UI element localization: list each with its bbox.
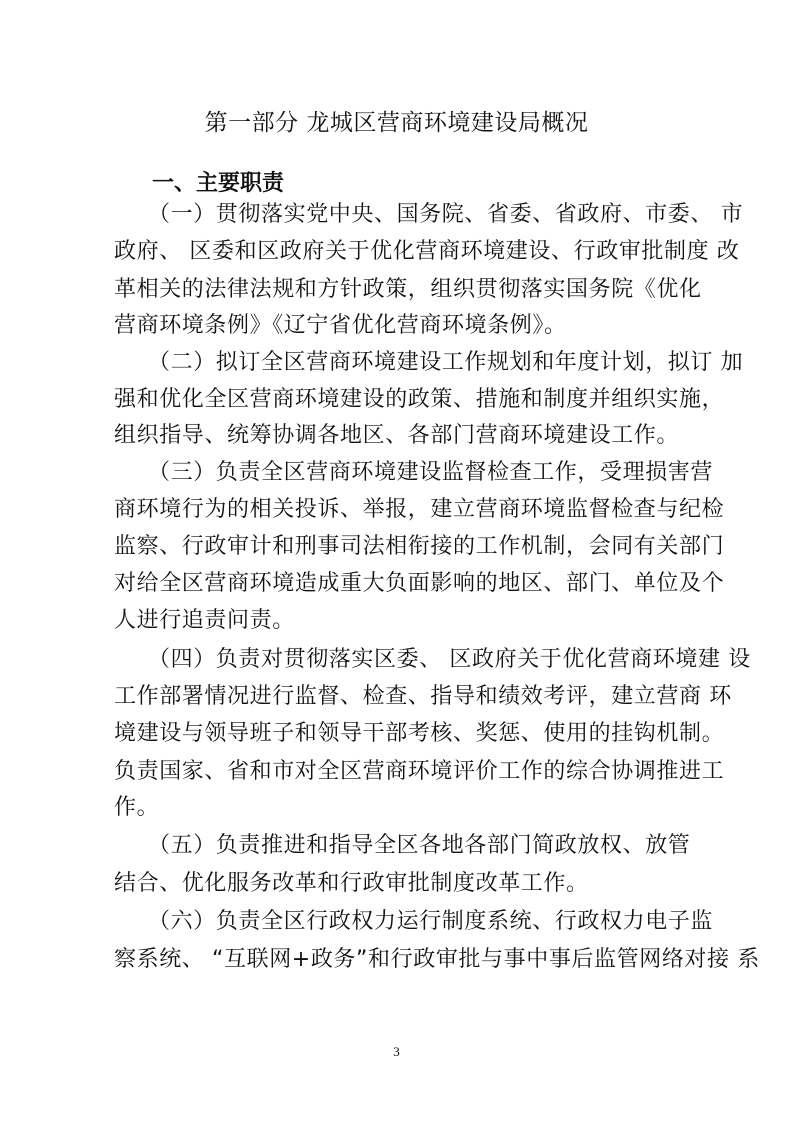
body-line: 商环境行为的相关投诉、举报，建立营商环境监督检查与纪检 (114, 497, 725, 522)
page-title: 第一部分 龙城区营商环境建设局概况 (204, 110, 589, 136)
section-heading: 一、主要职责 (152, 171, 285, 196)
body-line: 境建设与领导班子和领导干部考核、奖惩、使用的挂钩机制。 (114, 721, 725, 746)
body-line: 强和优化全区营商环境建设的政策、措施和制度并组织实施， (114, 387, 725, 412)
body-line: （五）负责推进和指导全区各地各部门简政放权、放管 (148, 833, 691, 858)
body-line: （一）贯彻落实党中央、国务院、省委、省政府、市委、 市 (148, 202, 744, 227)
body-line: （六）负责全区行政权力运行制度系统、行政权力电子监 (148, 909, 714, 934)
body-line: 组织指导、统筹协调各地区、各部门营商环境建设工作。 (114, 423, 680, 448)
body-line: 政府、 区委和区政府关于优化营商环境建设、行政审批制度 改 (114, 239, 740, 264)
body-line: （二）拟订全区营商环境建设工作规划和年度计划，拟订 加 (148, 350, 744, 375)
body-line: 人进行追责问责。 (114, 608, 295, 633)
body-line: 察系统、 “互联网+政务”和行政审批与事中事后监管网络对接 系 (114, 947, 760, 972)
body-line: （三）负责全区营商环境建设监督检查工作，受理损害营 (148, 460, 714, 485)
body-line: 对给全区营商环境造成重大负面影响的地区、部门、单位及个 (114, 571, 725, 596)
body-line: 营商环境条例》《辽宁省优化营商环境条例》。 (114, 313, 567, 338)
body-line: 监察、行政审计和刑事司法相衔接的工作机制，会同有关部门 (114, 534, 725, 559)
body-line: 工作部署情况进行监督、检查、指导和绩效考评，建立营商 环 (114, 684, 732, 709)
page-number: 3 (393, 1044, 400, 1059)
body-line: （四）负责对贯彻落实区委、 区政府关于优化营商环境建 设 (148, 647, 751, 672)
body-line: 负责国家、省和市对全区营商环境评价工作的综合协调推进工 (114, 759, 725, 784)
body-line: 作。 (114, 795, 160, 820)
body-line: 结合、优化服务改革和行政审批制度改革工作。 (114, 871, 589, 896)
body-line: 革相关的法律法规和方针政策，组织贯彻落实国务院《优化 (114, 277, 702, 302)
